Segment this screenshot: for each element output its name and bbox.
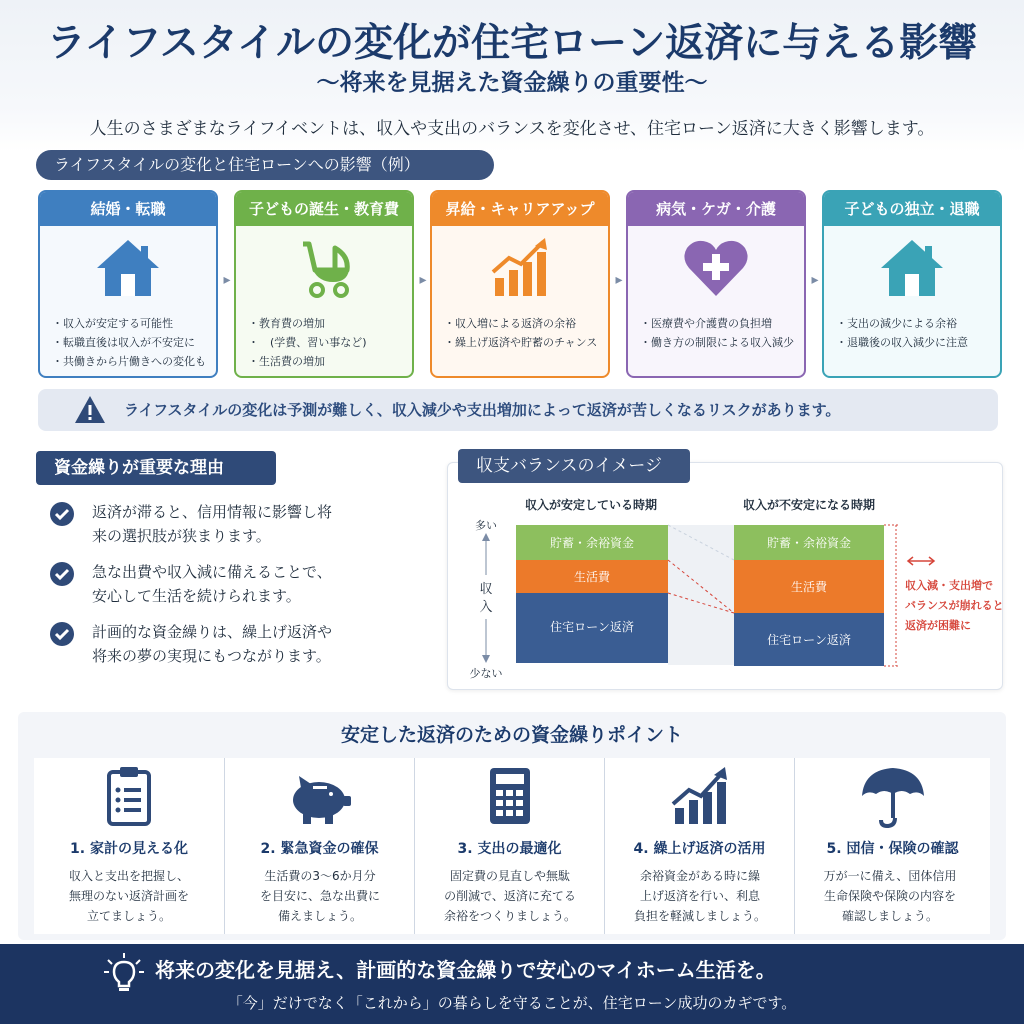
intro-text: 人生のさまざまなライフイベントは、収入や支出のバランスを変化させ、住宅ローン返済に大きく影響します。: [89, 119, 935, 139]
segment-label: 生活費: [573, 570, 611, 584]
clipboard-icon: [34, 764, 224, 828]
piggy-bank-icon: [225, 764, 414, 828]
list-item: [248, 333, 410, 352]
event-card-list: [444, 314, 606, 352]
event-card-retire: [822, 190, 1002, 378]
event-card-list: [248, 314, 410, 371]
umbrella-icon: [795, 764, 990, 828]
arrow-right-icon: ▸: [811, 272, 819, 288]
calculator-icon: [415, 764, 604, 828]
list-item: ・ 働き方の制限による収入減少: [640, 333, 802, 352]
point-title: 2. 緊急資金の確保: [260, 841, 379, 857]
warning-text: ライフスタイルの変化は予測が難しく、収入減少や支出増加によって返済が苦しくなるリスクがあります。: [124, 401, 841, 419]
arrow-right-icon: ▸: [223, 272, 231, 288]
point-description: [805, 866, 975, 926]
list-item: [50, 562, 380, 620]
list-item: ・ 共働きから片働きへの変化も: [52, 352, 214, 371]
point-line: 備えましょう。: [277, 909, 362, 923]
axis-bottom-label: 少ない: [469, 667, 503, 680]
list-item: ・ 繰上げ返済や貯蓄のチャンス: [444, 333, 606, 352]
balance-diagram-svg: [448, 463, 1004, 691]
list-item: ・ 退職後の収入減少に注意: [836, 333, 998, 352]
segment-label: 貯蓄・余裕資金: [766, 536, 852, 550]
event-card-list: [52, 314, 214, 371]
check-icon: [50, 622, 74, 646]
axis-label-2: 入: [479, 600, 493, 615]
list-item: ・ 転職直後は収入が不安定に: [52, 333, 214, 352]
point-line: 立てましょう。: [86, 909, 171, 923]
footer-banner: [0, 944, 1024, 1024]
list-item: ・ 収入が安定する可能性: [52, 314, 214, 333]
point-line: 余裕資金がある時に繰: [639, 869, 760, 883]
segment-label: 貯蓄・余裕資金: [549, 536, 635, 550]
point-line: 生命保険や保険の内容を: [823, 889, 956, 903]
page-title: ライフスタイルの変化が住宅ローン返済に与える影響: [46, 21, 978, 66]
segment-label: 住宅ローン返済: [767, 633, 851, 647]
reasons-section-heading: 資金繰りが重要な理由: [36, 451, 276, 485]
bar-chart-up-icon: [605, 764, 794, 828]
point-line: 負担を軽減しましょう。: [633, 909, 766, 923]
warning-note: 返済が困難に: [905, 619, 971, 632]
list-item: [50, 622, 380, 680]
point-line: 生活費の3〜6か月分: [264, 869, 376, 883]
event-card-raise: [430, 190, 610, 378]
column-title-unstable: 収入が不安定になる時期: [742, 498, 876, 512]
axis-label-1: 収: [479, 582, 493, 597]
list-item: [50, 502, 380, 560]
event-card-list: [836, 314, 998, 352]
point-title: 5. 団信・保険の確認: [826, 841, 959, 857]
check-icon: [50, 562, 74, 586]
point-line: 万が一に備え、団体信用: [823, 869, 957, 883]
balance-diagram: [447, 462, 1003, 690]
list-item: ・ 医療費や介護費の負担増: [640, 314, 802, 333]
footer-submessage: 「今」だけでなく「これから」の暮らしを守ることが、住宅ローン成功のカギです。: [227, 994, 797, 1012]
segment-label: 住宅ローン返済: [550, 620, 634, 634]
life-event-cards: [38, 190, 998, 378]
reason-text: [92, 560, 382, 608]
points-list: [34, 758, 990, 934]
point-line: 収入と支出を把握し、: [68, 869, 189, 883]
point-description: [44, 866, 214, 926]
column-title-stable: 収入が安定している時期: [524, 498, 658, 512]
list-item-note: (学費、習い事など): [270, 336, 367, 349]
reason-text: [92, 500, 382, 548]
warning-banner: [38, 389, 998, 431]
arrow-right-icon: ▸: [615, 272, 623, 288]
event-card-title: 子どもの誕生・教育費: [236, 192, 412, 226]
transition-band: [668, 525, 734, 665]
list-item: ・ 支出の減少による余裕: [836, 314, 998, 333]
point-line: 確認しましょう。: [841, 909, 938, 923]
reason-line: 安心して生活を続けられます。: [92, 587, 301, 605]
event-card-list: [640, 314, 802, 352]
point-description: [425, 866, 595, 926]
point-item: [604, 758, 794, 934]
reasons-list: [50, 502, 380, 682]
reason-line: 返済が滞ると、信用情報に影響し将: [92, 503, 333, 521]
segment-label: 生活費: [790, 580, 828, 594]
stroller-icon: [236, 236, 412, 306]
warning-note: 収入減・支出増で: [905, 579, 993, 592]
point-line: 固定費の見直しや無駄: [449, 869, 570, 883]
event-card-illness: [626, 190, 806, 378]
point-line: 余裕をつくりましょう。: [443, 909, 576, 923]
events-section-heading: ライフスタイルの変化と住宅ローンへの影響（例）: [36, 150, 494, 180]
event-card-title: 結婚・転職: [40, 192, 216, 226]
balance-section-heading: 収支バランスのイメージ: [458, 449, 690, 483]
heart-cross-icon: [628, 236, 804, 306]
arrow-right-icon: ▸: [419, 272, 427, 288]
point-item: [414, 758, 604, 934]
reason-line: 将来の夢の実現にもつながります。: [92, 647, 331, 665]
list-item: ・ 生活費の増加: [248, 352, 410, 371]
axis-arrow-up-icon: [482, 533, 490, 541]
point-title: 3. 支出の最適化: [457, 841, 562, 857]
page-subtitle: 〜将来を見据えた資金繰りの重要性〜: [316, 70, 708, 96]
point-title: 1. 家計の見える化: [70, 841, 188, 857]
point-item: [224, 758, 414, 934]
warning-icon: [74, 394, 106, 426]
axis-top-label: 多い: [475, 519, 497, 532]
warning-note: バランスが崩れると: [905, 599, 1004, 612]
house-icon: [40, 236, 216, 306]
point-line: を目安に、急な出費に: [259, 889, 380, 903]
growth-chart-icon: [432, 236, 608, 306]
point-description: [235, 866, 405, 926]
point-title: 4. 繰上げ返済の活用: [633, 841, 766, 857]
check-icon: [50, 502, 74, 526]
event-card-marriage: [38, 190, 218, 378]
point-line: 上げ返済を行い、利息: [639, 889, 760, 903]
point-item: [794, 758, 990, 934]
event-card-title: 病気・ケガ・介護: [628, 192, 804, 226]
point-item: [34, 758, 224, 934]
event-card-child: [234, 190, 414, 378]
point-line: の削減で、返済に充てる: [444, 889, 576, 903]
event-card-title: 昇給・キャリアアップ: [432, 192, 608, 226]
reason-line: 計画的な資金繰りは、繰上げ返済や: [92, 623, 333, 641]
axis-arrow-down-icon: [482, 655, 490, 663]
point-description: [615, 866, 785, 926]
event-card-title: 子どもの独立・退職: [824, 192, 1000, 226]
reason-line: 来の選択肢が狭まります。: [92, 527, 271, 545]
list-item: ・ 教育費の増加: [248, 314, 410, 333]
double-arrow-icon: [908, 557, 934, 565]
point-line: 無理のない返済計画を: [68, 889, 189, 903]
reason-text: [92, 620, 382, 668]
reason-line: 急な出費や収入減に備えることで、: [92, 563, 332, 581]
points-section-heading: 安定した返済のための資金繰りポイント: [340, 724, 683, 746]
footer-message: 将来の変化を見据え、計画的な資金繰りで安心のマイホーム生活を。: [155, 958, 776, 982]
list-item: ・ 収入増による返済の余裕: [444, 314, 606, 333]
lightbulb-icon: [104, 952, 144, 996]
house-icon: [824, 236, 1000, 306]
